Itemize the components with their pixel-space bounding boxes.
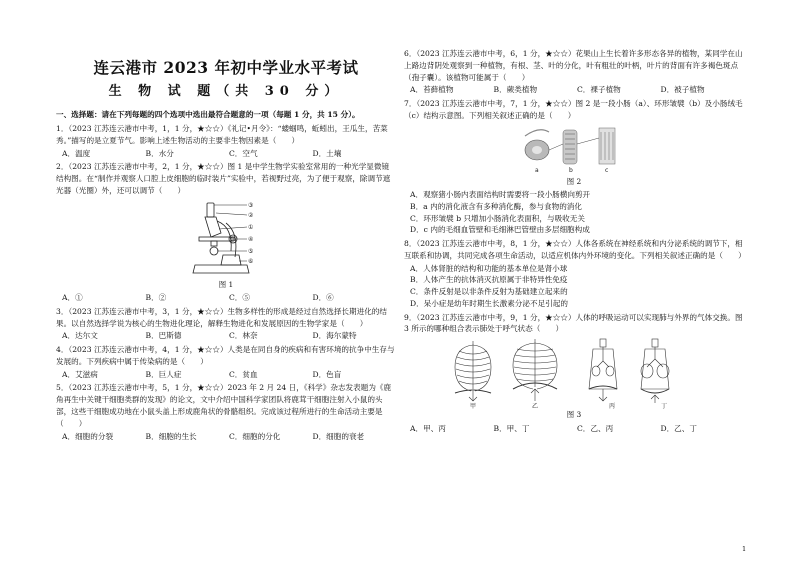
options (62, 148, 396, 160)
option-d[interactable]: D．被子植物 (660, 85, 705, 95)
options (62, 330, 396, 342)
question-3 (56, 306, 396, 342)
label-jia: 甲 (470, 403, 477, 410)
question-text: 7．（2023 江苏连云港市中考，7，1 分，★☆☆）图 2 是一段小肠（a）、环形皱襞（b）及小肠绒毛（c）结构示意图。下列相关叙述正确的是（ ） (404, 99, 743, 120)
option-d[interactable]: D．⑥ (312, 293, 334, 303)
option-c[interactable]: C．空气 (229, 148, 258, 158)
question-9 (404, 312, 744, 435)
option-a[interactable]: A．温度 (62, 148, 91, 158)
label-6: ⑥ (248, 257, 254, 265)
option-c[interactable]: C．林奈 (229, 331, 258, 341)
option-c[interactable]: C．裸子植物 (577, 85, 621, 95)
option-d[interactable]: D．色盲 (312, 369, 342, 379)
question-text: 8．（2023 江苏连云港市中考，8，1 分，★☆☆）人体各系统在神经系统和内分泌系统的调节下，相互联系和协调，共同完成各项生命活动，以适应机体内外环境的变化。下列相关叙述正确的是（ ） (404, 239, 746, 260)
page-subtitle: 生 物 试 题（共 30 分） (108, 84, 344, 100)
question-text: 4．（2023 江苏连云港市中考，4，1 分，★☆☆）人类是在同自身的疾病和有害环境的抗争中生存与发展的。下列疾病中属于传染病的是（ ） (56, 345, 395, 366)
option-b[interactable]: B．巴斯德 (145, 331, 182, 341)
right-column (404, 48, 744, 436)
figure-2 (404, 124, 744, 187)
option-c[interactable]: C．条件反射是以非条件反射为基础建立起来的 (410, 287, 568, 297)
option-d[interactable]: D．细胞的衰老 (312, 431, 365, 441)
figure-3 (404, 337, 744, 420)
question-text: 2．（2023 江苏连云港市中考，2，1 分，★☆☆）图 1 是中学生物学实验室常用的一种光学显微镜结构图。在“制作并观察人口腔上皮细胞的临时装片”实验中，若视野过亮，为了便于观察，除调节遮光器（光圈）外，还可以调节（ ） (56, 162, 391, 195)
option-a[interactable]: A．甲、丙 (410, 423, 446, 433)
question-text: 6．（2023 江苏连云港市中考，6，1 分，★☆☆）花果山上生长着许多形态各异的植物，某同学在山上路边背阴处观察到一种植物，有根、茎、叶的分化，叶有粗壮的叶柄，叶片的背面有许多褐色斑点（孢子囊）。该植物可能属于（ ） (404, 49, 743, 82)
option-b[interactable]: B．甲、丁 (493, 423, 530, 433)
label-yi: 乙 (532, 403, 539, 410)
question-8 (404, 238, 744, 310)
option-c[interactable]: C．贫血 (229, 369, 258, 379)
option-b[interactable]: B．② (145, 293, 167, 303)
microscope-diagram (181, 199, 271, 279)
question-text: 1．（2023 江苏连云港市中考，1，1 分，★☆☆）《礼记•月令》：“蝼蝈鸣，蚯蚓出，王瓜生，苦菜秀。”描写的是立夏节气。影响上述生物活动的主要非生物因素是（ ） (56, 124, 388, 145)
option-b[interactable]: B．人体产生的抗体消灭抗原属于非特异性免疫 (410, 275, 568, 285)
option-d[interactable]: D．呆小症是幼年时期生长激素分泌不足引起的 (410, 298, 568, 308)
option-b[interactable]: B．蕨类植物 (493, 85, 538, 95)
option-d[interactable]: D．土壤 (312, 148, 342, 158)
option-c[interactable]: C．环形皱襞 b 只增加小肠消化表面积，与吸收无关 (410, 213, 585, 223)
question-text: 9．（2023 江苏连云港市中考，9，1 分，★☆☆）人体的呼吸运动可以实现肺与外界的气体交换。图 3 所示的哪种组合表示肺处于呼气状态（ ） (404, 312, 743, 334)
label-b: b (569, 166, 573, 174)
question-2 (56, 161, 396, 304)
label-3: ① (248, 223, 254, 231)
left-column (56, 58, 396, 444)
small-intestine-diagram (519, 124, 629, 176)
page-number: 1 (742, 545, 747, 553)
options (410, 263, 744, 310)
label-a: a (535, 166, 539, 174)
label-bing: 丙 (609, 403, 616, 410)
breathing-diagram (449, 337, 699, 409)
page-title: 连云港市 2023 年初中学业水平考试 (93, 58, 359, 77)
option-a[interactable]: A．苔藓植物 (410, 85, 454, 95)
question-6 (404, 48, 744, 96)
option-b[interactable]: B．a 内的消化液含有多种消化酶，参与食物的消化 (410, 201, 582, 211)
option-a[interactable]: A．① (62, 293, 83, 303)
question-7 (404, 98, 744, 236)
option-c[interactable]: C．细胞的分化 (229, 431, 281, 441)
label-1: ③ (248, 201, 254, 209)
label-2: ② (248, 211, 254, 219)
options (62, 431, 396, 443)
option-a[interactable]: A．艾滋病 (62, 369, 98, 379)
option-b[interactable]: B．水分 (145, 148, 174, 158)
options (410, 84, 744, 96)
question-text: 5．（2023 江苏连云港市中考，5，1 分，★☆☆）2023 年 2 月 24 日，《科学》杂志发表题为《鹿角再生中关键干细胞类群的发现》的论文，文中介绍中国科学家团队将鹿茸干细胞注射入小鼠的头部，这些干细胞成功地在小鼠头盖上形成鹿角状的骨骼组织。完成该过程所进行的生命活动主要是（ ） (56, 383, 392, 428)
option-c[interactable]: C．乙、丙 (577, 423, 614, 433)
option-a[interactable]: A．达尔文 (62, 331, 98, 341)
label-5: ⑤ (248, 247, 254, 255)
options (62, 369, 396, 381)
figure-caption: 图 3 (566, 410, 582, 420)
option-b[interactable]: B．细胞的生长 (145, 431, 197, 441)
option-a[interactable]: A．观察猪小肠内表面结构时需要将一段小肠横向剪开 (410, 190, 591, 200)
options (410, 189, 744, 236)
option-c[interactable]: C．⑤ (229, 293, 250, 303)
option-a[interactable]: A．细胞的分裂 (62, 431, 114, 441)
option-d[interactable]: D．海尔蒙特 (312, 331, 357, 341)
question-4 (56, 344, 396, 380)
option-d[interactable]: D．c 内的毛细血管壁和毛细淋巴管壁由多层细胞构成 (410, 225, 590, 235)
label-c: c (605, 166, 609, 174)
option-d[interactable]: D．乙、丁 (660, 423, 697, 433)
figure-caption: 图 1 (218, 279, 234, 289)
question-1 (56, 123, 396, 159)
question-5 (56, 382, 396, 442)
figure-caption: 图 2 (566, 176, 582, 186)
option-b[interactable]: B．巨人症 (145, 369, 182, 379)
section-heading: 一、选择题：请在下列每题的四个选项中选出最符合题意的一项（每题 1 分，共 15 分）。 (56, 110, 360, 120)
label-ding: 丁 (661, 403, 668, 410)
option-a[interactable]: A．人体肾脏的结构和功能的基本单位是肾小球 (410, 263, 568, 273)
options (410, 423, 744, 435)
figure-1 (56, 199, 396, 290)
label-4: ④ (248, 235, 254, 243)
question-text: 3．（2023 江苏连云港市中考，3，1 分，★☆☆）生物多样性的形成是经过自然选择长期进化的结果。以自然选择学说为核心的生物进化理论，解释生物进化和发展原因的生物学家是（ ） (56, 306, 387, 328)
options (62, 292, 396, 304)
